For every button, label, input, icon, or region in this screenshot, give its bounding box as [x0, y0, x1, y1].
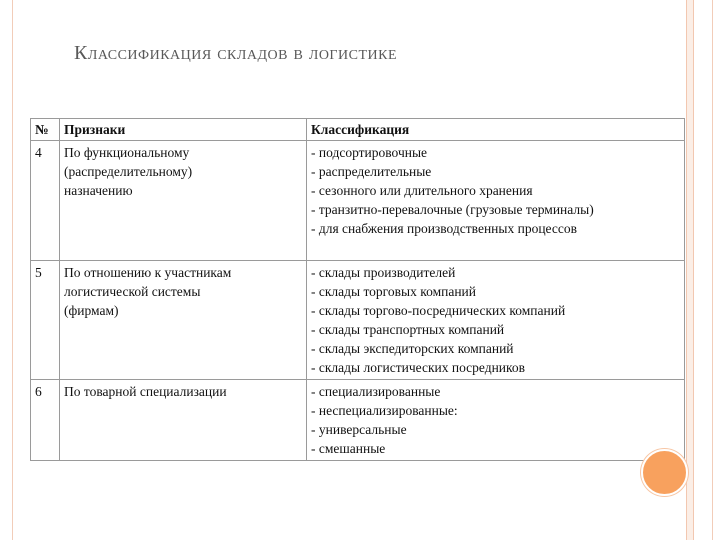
classification-item: - специализированные	[311, 384, 441, 399]
classification-item: - склады транспортных компаний	[311, 322, 505, 337]
header-feature: Признаки	[60, 119, 307, 141]
feature-line: (распределительному)	[64, 164, 193, 179]
classification-item: - склады экспедиторских компаний	[311, 341, 514, 356]
feature-line: По отношению к участникам	[64, 265, 232, 280]
row-feature	[60, 261, 307, 380]
row-feature	[60, 380, 307, 461]
feature-line: По товарной специализации	[64, 384, 227, 399]
classification-item: - склады торговых компаний	[311, 284, 477, 299]
classification-item: - подсортировочные	[311, 145, 428, 160]
slide-title: Классификация складов в логистике	[74, 42, 398, 64]
decor-right-band	[686, 0, 694, 540]
classification-item: - склады торгово-посреднических компаний	[311, 303, 566, 318]
table-row	[31, 380, 685, 461]
feature-line: По функциональному	[64, 145, 190, 160]
classification-table	[30, 118, 685, 461]
table-row	[31, 261, 685, 380]
table-row	[31, 141, 685, 261]
row-number: 5	[31, 261, 60, 380]
row-number: 6	[31, 380, 60, 461]
orange-circle-decoration	[641, 449, 688, 496]
row-number: 4	[31, 141, 60, 261]
row-classification	[307, 261, 685, 380]
classification-item: - неспециализированные:	[311, 403, 458, 418]
row-classification	[307, 141, 685, 261]
classification-item: - смешанные	[311, 441, 386, 456]
table-header-row	[31, 119, 685, 141]
feature-line: назначению	[64, 183, 133, 198]
decor-right-line	[712, 0, 713, 540]
feature-line: логистической системы	[64, 284, 201, 299]
feature-line: (фирмам)	[64, 303, 119, 318]
row-classification	[307, 380, 685, 461]
header-classification: Классификация	[307, 119, 685, 141]
classification-item: - склады логистических посредников	[311, 360, 526, 375]
header-num: №	[31, 119, 60, 141]
classification-item: - транзитно-перевалочные (грузовые терминалы)	[311, 202, 594, 217]
classification-item: - распределительные	[311, 164, 432, 179]
classification-item: - для снабжения производственных процессов	[311, 221, 577, 236]
row-feature	[60, 141, 307, 261]
classification-item: - универсальные	[311, 422, 407, 437]
classification-item: - склады производителей	[311, 265, 456, 280]
decor-left-line	[12, 0, 13, 540]
classification-item: - сезонного или длительного хранения	[311, 183, 533, 198]
